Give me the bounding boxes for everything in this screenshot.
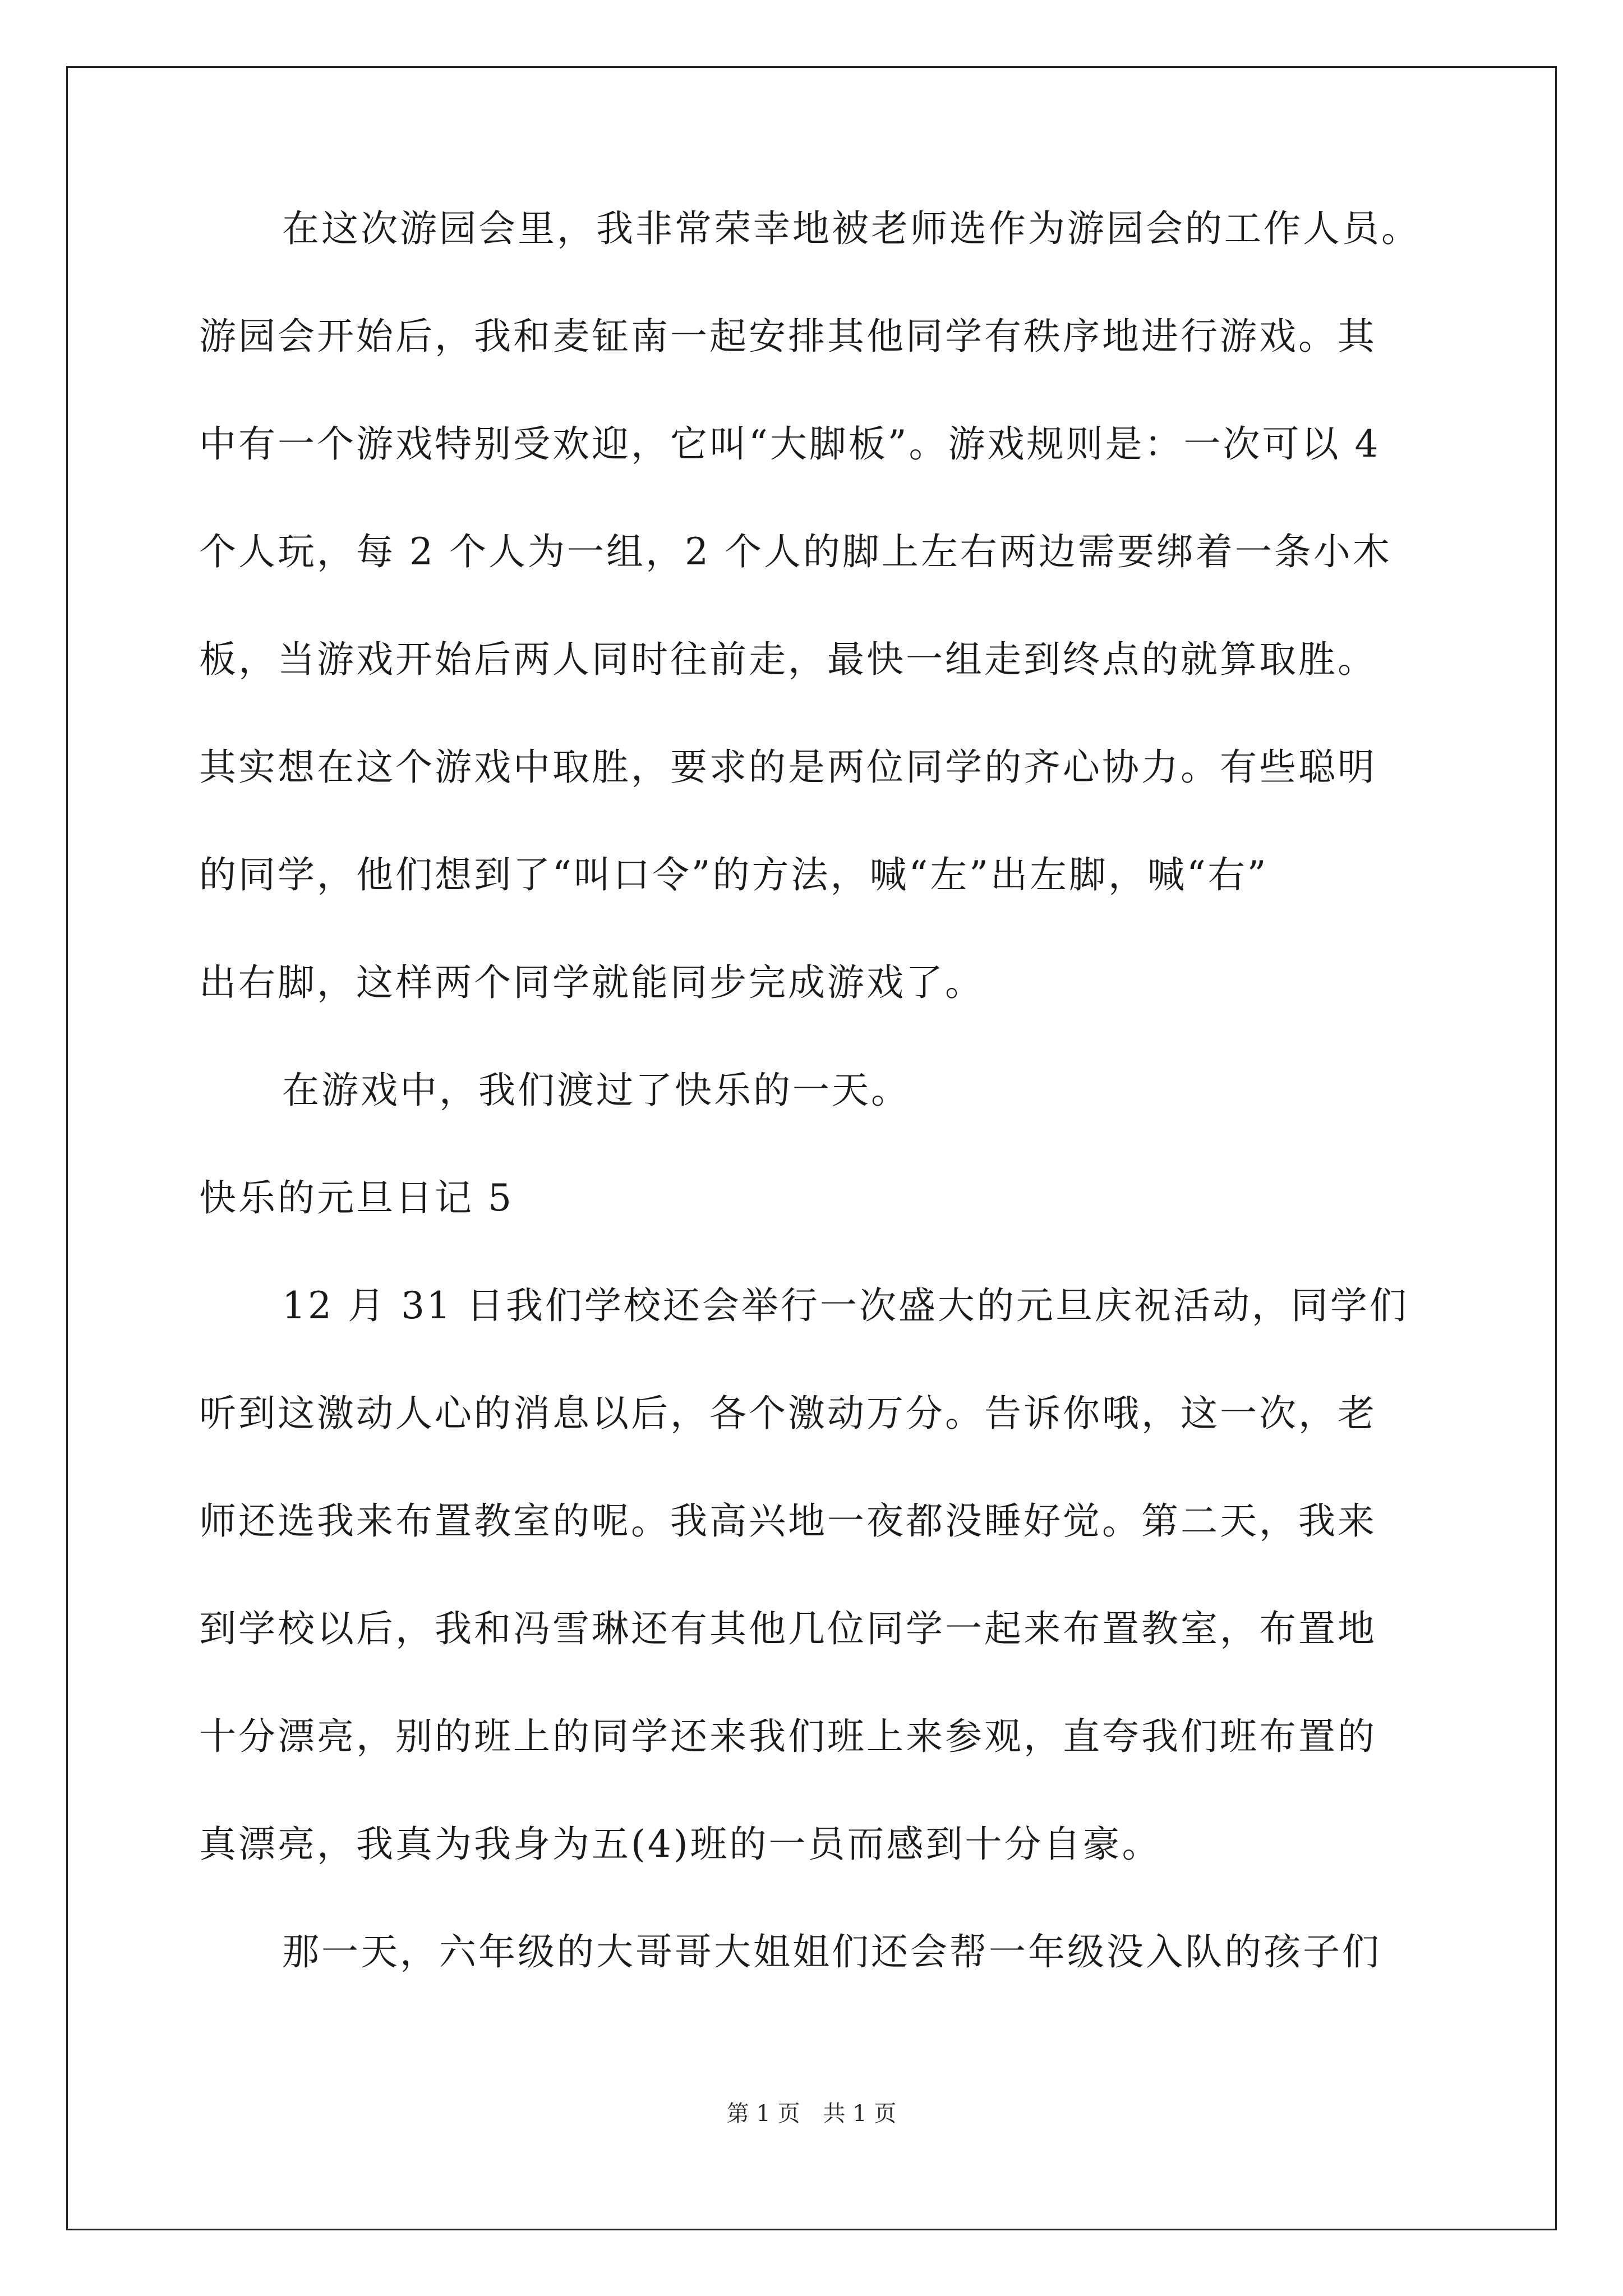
paragraph-line: 到学校以后，我和冯雪琳还有其他几位同学一起来布置教室，布置地: [199, 1607, 1377, 1650]
paragraph-line: 出右脚，这样两个同学就能同步完成游戏了。: [199, 961, 984, 1004]
paragraph-line: 其实想在这个游戏中取胜，要求的是两位同学的齐心协力。有些聪明: [199, 746, 1377, 789]
paragraph-line: 在游戏中，我们渡过了快乐的一天。: [282, 1069, 910, 1112]
paragraph-line: 中有一个游戏特别受欢迎，它叫“大脚板”。游戏规则是：一次可以 4: [199, 422, 1381, 466]
paragraph-line: 师还选我来布置教室的呢。我高兴地一夜都没睡好觉。第二天，我来: [199, 1499, 1377, 1543]
paragraph-line: 12 月 31 日我们学校还会举行一次盛大的元旦庆祝活动，同学们: [282, 1284, 1409, 1327]
paragraph-line: 游园会开始后，我和麦钲南一起安排其他同学有秩序地进行游戏。其: [199, 315, 1377, 358]
paragraph-line: 在这次游园会里，我非常荣幸地被老师选作为游园会的工作人员。: [282, 207, 1421, 250]
paragraph-line: 真漂亮，我真为我身为五(4)班的一员而感到十分自豪。: [199, 1823, 1161, 1866]
paragraph-line: 那一天，六年级的大哥哥大姐姐们还会帮一年级没入队的孩子们: [282, 1930, 1381, 1973]
document-body: [199, 206, 1447, 2037]
page-footer: [0, 2096, 1623, 2128]
paragraph-line: 听到这激动人心的消息以后，各个激动万分。告诉你哦，这一次，老: [199, 1392, 1377, 1435]
page-total: 共 1 页: [823, 2101, 897, 2127]
paragraph-line: 的同学，他们想到了“叫口令”的方法，喊“左”出左脚，喊“右”: [199, 853, 1269, 896]
paragraph-line: 个人玩，每 2 个人为一组，2 个人的脚上左右两边需要绑着一条小木: [199, 530, 1392, 573]
page-number: 第 1 页: [726, 2101, 800, 2127]
paragraph-line: 十分漂亮，别的班上的同学还来我们班上来参观，直夸我们班布置的: [199, 1715, 1377, 1758]
paragraph-line: 板，当游戏开始后两人同时往前走，最快一组走到终点的就算取胜。: [199, 638, 1377, 681]
section-heading: 快乐的元旦日记 5: [199, 1176, 514, 1220]
